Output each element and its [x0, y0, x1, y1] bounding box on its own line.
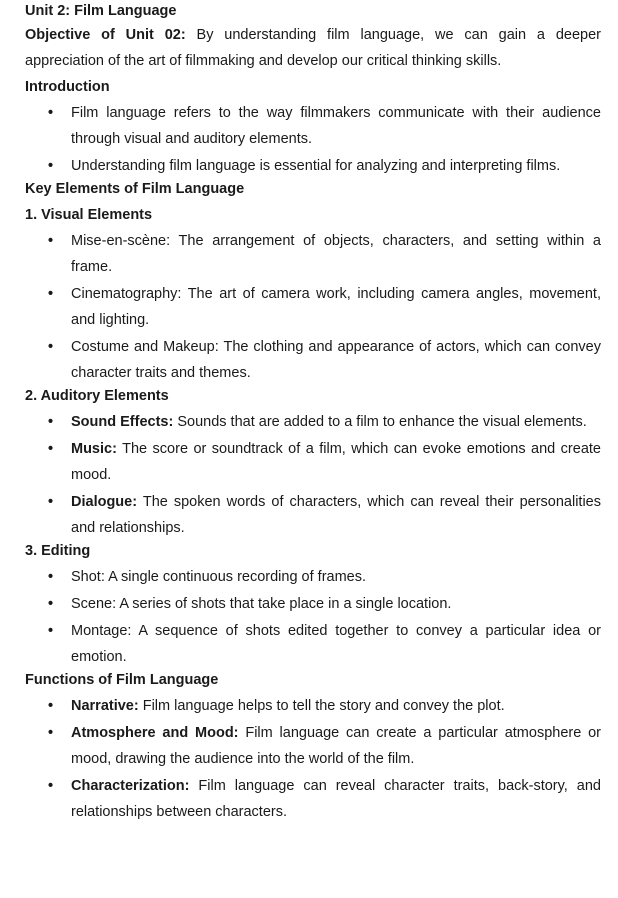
bullet-icon: • — [48, 441, 54, 457]
list-item: • Narrative: Film language helps to tell the story and convey the plot. — [25, 693, 601, 719]
list-item: • Montage: A sequence of shots edited together to convey a particular idea or emotion. — [25, 618, 601, 670]
introduction-list — [25, 100, 601, 179]
auditory-elements-heading: 2. Auditory Elements — [25, 388, 169, 404]
editing-list — [25, 564, 601, 670]
bullet-icon: • — [48, 286, 54, 302]
objective-text: By understanding film language, we can gain a deeper appreciation of the art of filmmaking and develop our critical thinking skills. — [25, 27, 601, 69]
introduction-heading: Introduction — [25, 79, 110, 95]
visual-elements-heading: 1. Visual Elements — [25, 207, 153, 223]
list-item: • Atmosphere and Mood: Film language can create a particular atmosphere or mood, drawing the audience into the world of the film. — [25, 720, 601, 772]
auditory-elements-list — [25, 409, 601, 541]
list-item: • Mise-en-scène: The arrangement of objects, characters, and setting within a frame. — [25, 228, 601, 280]
list-item: • Dialogue: The spoken words of characters, which can reveal their personalities and relationships. — [25, 489, 601, 541]
editing-heading: 3. Editing — [25, 543, 91, 559]
bullet-icon: • — [48, 158, 54, 174]
objective-lead: Objective of Unit 02: — [25, 27, 186, 43]
list-item: • Costume and Makeup: The clothing and appearance of actors, which can convey character traits and themes. — [25, 334, 601, 386]
bullet-icon: • — [48, 105, 54, 121]
bullet-icon: • — [48, 596, 54, 612]
list-item: • Understanding film language is essential for analyzing and interpreting films. — [25, 153, 601, 179]
list-item: • Shot: A single continuous recording of frames. — [25, 564, 601, 590]
objective-paragraph — [25, 22, 601, 74]
list-item: • Music: The score or soundtrack of a film, which can evoke emotions and create mood. — [25, 436, 601, 488]
list-item: • Film language refers to the way filmmakers communicate with their audience through visual and auditory elements. — [25, 100, 601, 152]
bullet-icon: • — [48, 339, 54, 355]
functions-list — [25, 693, 601, 825]
list-item: • Scene: A series of shots that take place in a single location. — [25, 591, 601, 617]
list-item: • Sound Effects: Sounds that are added to a film to enhance the visual elements. — [25, 409, 601, 435]
bullet-icon: • — [48, 233, 54, 249]
bullet-icon: • — [48, 494, 54, 510]
bullet-icon: • — [48, 698, 54, 714]
unit-title: Unit 2: Film Language — [25, 3, 177, 19]
functions-heading: Functions of Film Language — [25, 672, 219, 688]
bullet-icon: • — [48, 778, 54, 794]
bullet-icon: • — [48, 569, 54, 585]
bullet-icon: • — [48, 725, 54, 741]
key-elements-heading: Key Elements of Film Language — [25, 181, 245, 197]
list-item: • Cinematography: The art of camera work, including camera angles, movement, and lighting. — [25, 281, 601, 333]
list-item: • Characterization: Film language can reveal character traits, back-story, and relationships between characters. — [25, 773, 601, 825]
visual-elements-list — [25, 228, 601, 386]
bullet-icon: • — [48, 414, 54, 430]
bullet-icon: • — [48, 623, 54, 639]
